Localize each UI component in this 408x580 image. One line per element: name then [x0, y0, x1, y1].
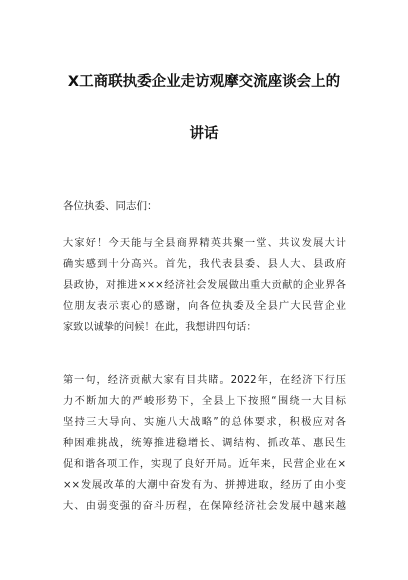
- paragraph-line: 坚持三大导向、实施八大战略”的总体要求，积极应对各: [63, 417, 346, 428]
- paragraph-line: 种困难挑战，统筹推进稳增长、调结构、抓改革、惠民生: [63, 438, 346, 449]
- paragraph-line: 位朋友表示衷心的感谢，向各位执委及全县广大民营企业: [63, 301, 346, 312]
- document-title-line-1: X工商联执委企业走访观摩交流座谈会上的: [67, 74, 341, 90]
- paragraph-line: 第一句，经济贡献大家有目共睹。2022年，在经济下行压: [63, 375, 346, 386]
- paragraph-line: 家致以诚挚的问候！在此，我想讲四句话：: [63, 322, 257, 333]
- paragraph-opening: [63, 233, 346, 338]
- paragraph-line: 确实感到十分高兴。首先，我代表县委、县人大、县政府: [63, 259, 346, 270]
- document-title-line-2: 讲话: [189, 126, 219, 142]
- paragraph-line: 力不断加大的严峻形势下，全县上下按照“围绕一大目标: [63, 396, 346, 407]
- paragraph-first-point: [63, 370, 346, 517]
- paragraph-line: 促和谐各项工作，实现了良好开局。近年来，民营企业在×: [63, 459, 346, 470]
- paragraph-line: 大、由弱变强的奋斗历程，在保障经济社会发展中越来越: [63, 501, 346, 512]
- paragraph-line: ××发展改革的大潮中奋发有为、拼搏进取，经历了由小变: [63, 480, 346, 491]
- paragraph-line: 县政协，对推进×××经济社会发展做出重大贡献的企业界各: [63, 280, 346, 291]
- salutation: 各位执委、同志们：: [63, 200, 158, 212]
- paragraph-line: 大家好！今天能与全县商界精英共聚一堂、共议发展大计: [63, 238, 346, 249]
